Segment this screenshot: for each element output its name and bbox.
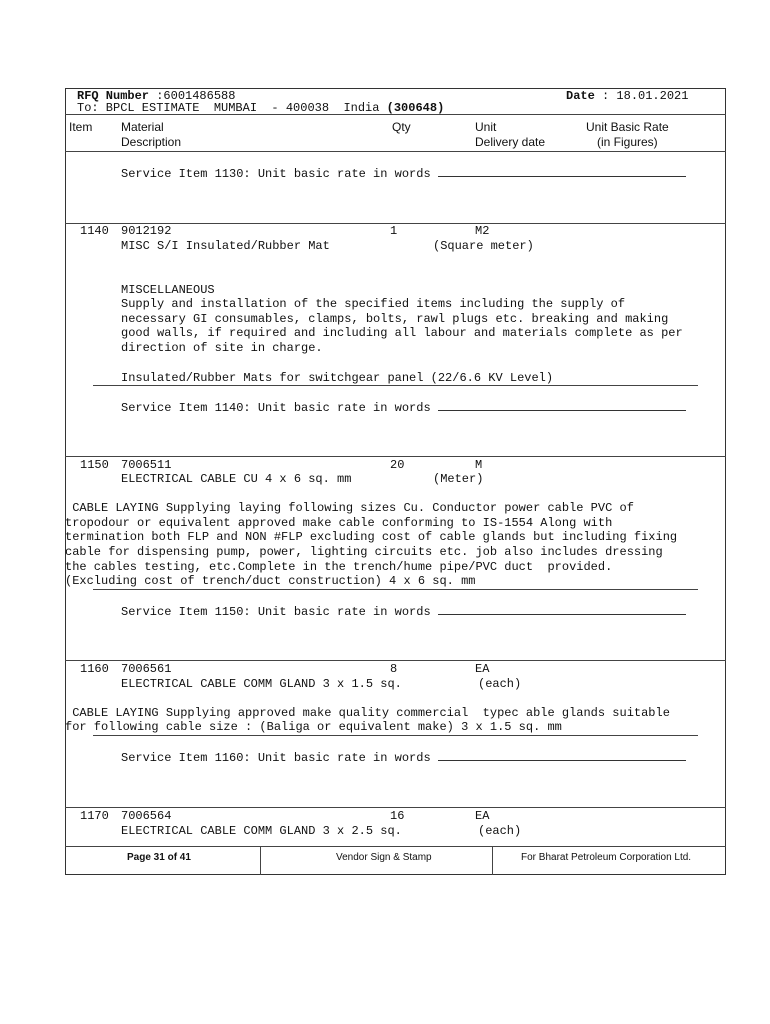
item-text-line: tropodour or equivalent approved make cable conforming to IS-1554 Along with bbox=[65, 516, 613, 530]
service-text: Service Item 1140: Unit basic rate in words bbox=[121, 401, 431, 415]
date-line bbox=[566, 89, 688, 103]
item-text-line: cable for dispensing pump, power, lighting circuits etc. job also includes dressing bbox=[65, 545, 663, 559]
spec-underline bbox=[93, 589, 698, 590]
item-text-line: direction of site in charge. bbox=[121, 341, 323, 355]
footer-divider bbox=[65, 846, 726, 847]
service-text: Service Item 1150: Unit basic rate in words bbox=[121, 605, 431, 619]
material-code: 7006511 bbox=[121, 458, 172, 472]
to-line bbox=[77, 101, 444, 115]
service-line-1160 bbox=[121, 750, 686, 765]
item-qty: 8 bbox=[390, 662, 398, 676]
item-number: 1160 bbox=[80, 662, 109, 676]
date-value: : 18.01.2021 bbox=[602, 89, 689, 103]
material-description: MISC S/I Insulated/Rubber Mat bbox=[121, 239, 330, 253]
col-material: Material bbox=[121, 120, 164, 134]
unit-full: (each) bbox=[478, 677, 522, 691]
item-unit: EA bbox=[475, 809, 490, 823]
item-unit: M bbox=[475, 458, 483, 472]
item-number: 1170 bbox=[80, 809, 109, 823]
item-text-line: for following cable size : (Baliga or equivalent make) 3 x 1.5 sq. mm bbox=[65, 720, 562, 734]
col-unit-basic-rate: Unit Basic Rate bbox=[586, 120, 669, 134]
rate-words-blank bbox=[438, 750, 686, 761]
unit-full: (Meter) bbox=[433, 472, 484, 486]
rate-words-blank bbox=[438, 604, 686, 615]
col-qty: Qty bbox=[392, 120, 411, 134]
column-header-divider bbox=[65, 151, 726, 152]
footer-separator bbox=[260, 846, 261, 875]
item-qty: 16 bbox=[390, 809, 405, 823]
rfq-label: RFQ Number bbox=[77, 89, 150, 103]
item-text-line: termination both FLP and NON #FLP excluding cost of cable glands but including fixing bbox=[65, 530, 678, 544]
service-line-1130 bbox=[121, 166, 686, 181]
item-category: MISCELLANEOUS bbox=[121, 283, 215, 297]
col-unit: Unit bbox=[475, 120, 497, 134]
spec-underline bbox=[93, 735, 698, 736]
item-qty: 1 bbox=[390, 224, 398, 238]
service-text: Service Item 1130: Unit basic rate in words bbox=[121, 167, 431, 181]
spec-underline bbox=[93, 385, 698, 386]
item-unit: M2 bbox=[475, 224, 490, 238]
item-text-line: good walls, if required and including all labour and materials complete as per bbox=[121, 326, 683, 340]
item-text-line: (Excluding cost of trench/duct construction) 4 x 6 sq. mm bbox=[65, 574, 476, 588]
rfq-number: :6001486588 bbox=[156, 89, 236, 103]
col-delivery-date: Delivery date bbox=[475, 135, 546, 149]
rate-words-blank bbox=[438, 166, 686, 177]
item-unit: EA bbox=[475, 662, 490, 676]
material-description: ELECTRICAL CABLE COMM GLAND 3 x 1.5 sq. bbox=[121, 677, 402, 691]
to-code: (300648) bbox=[386, 101, 445, 115]
item-spec: Insulated/Rubber Mats for switchgear panel (22/6.6 KV Level) bbox=[121, 371, 554, 385]
item-text-line: CABLE LAYING Supplying laying following sizes Cu. Conductor power cable PVC of bbox=[65, 501, 634, 515]
header-divider bbox=[65, 114, 726, 115]
item-qty: 20 bbox=[390, 458, 405, 472]
material-description: ELECTRICAL CABLE CU 4 x 6 sq. mm bbox=[121, 472, 352, 486]
item-number: 1140 bbox=[80, 224, 109, 238]
unit-full: (each) bbox=[478, 824, 522, 838]
col-in-figures: (in Figures) bbox=[597, 135, 658, 149]
footer-separator bbox=[492, 846, 493, 875]
item-text-line: Supply and installation of the specified items including the supply of bbox=[121, 297, 626, 311]
col-item: Item bbox=[69, 120, 93, 134]
item-text-line: the cables testing, etc.Complete in the trench/hume pipe/PVC duct provided. bbox=[65, 560, 613, 574]
material-description: ELECTRICAL CABLE COMM GLAND 3 x 2.5 sq. bbox=[121, 824, 402, 838]
item-text-line: necessary GI consumables, clamps, bolts, rawl plugs etc. breaking and making bbox=[121, 312, 669, 326]
service-line-1140 bbox=[121, 400, 686, 415]
item-text-line: CABLE LAYING Supplying approved make quality commercial typec able glands suitable bbox=[65, 706, 670, 720]
service-text: Service Item 1160: Unit basic rate in words bbox=[121, 751, 431, 765]
material-code: 7006561 bbox=[121, 662, 172, 676]
date-label: Date bbox=[566, 89, 595, 103]
to-address: To: BPCL ESTIMATE MUMBAI - 400038 India bbox=[77, 101, 387, 115]
company-sign-label: For Bharat Petroleum Corporation Ltd. bbox=[521, 852, 692, 863]
unit-full: (Square meter) bbox=[433, 239, 534, 253]
col-description: Description bbox=[121, 135, 182, 149]
page-number: Page 31 of 41 bbox=[127, 852, 191, 863]
rate-words-blank bbox=[438, 400, 686, 411]
item-divider bbox=[65, 456, 726, 457]
item-divider bbox=[65, 807, 726, 808]
material-code: 7006564 bbox=[121, 809, 172, 823]
item-number: 1150 bbox=[80, 458, 109, 472]
service-line-1150 bbox=[121, 604, 686, 619]
item-divider bbox=[65, 660, 726, 661]
vendor-sign-label: Vendor Sign & Stamp bbox=[336, 852, 432, 863]
material-code: 9012192 bbox=[121, 224, 172, 238]
